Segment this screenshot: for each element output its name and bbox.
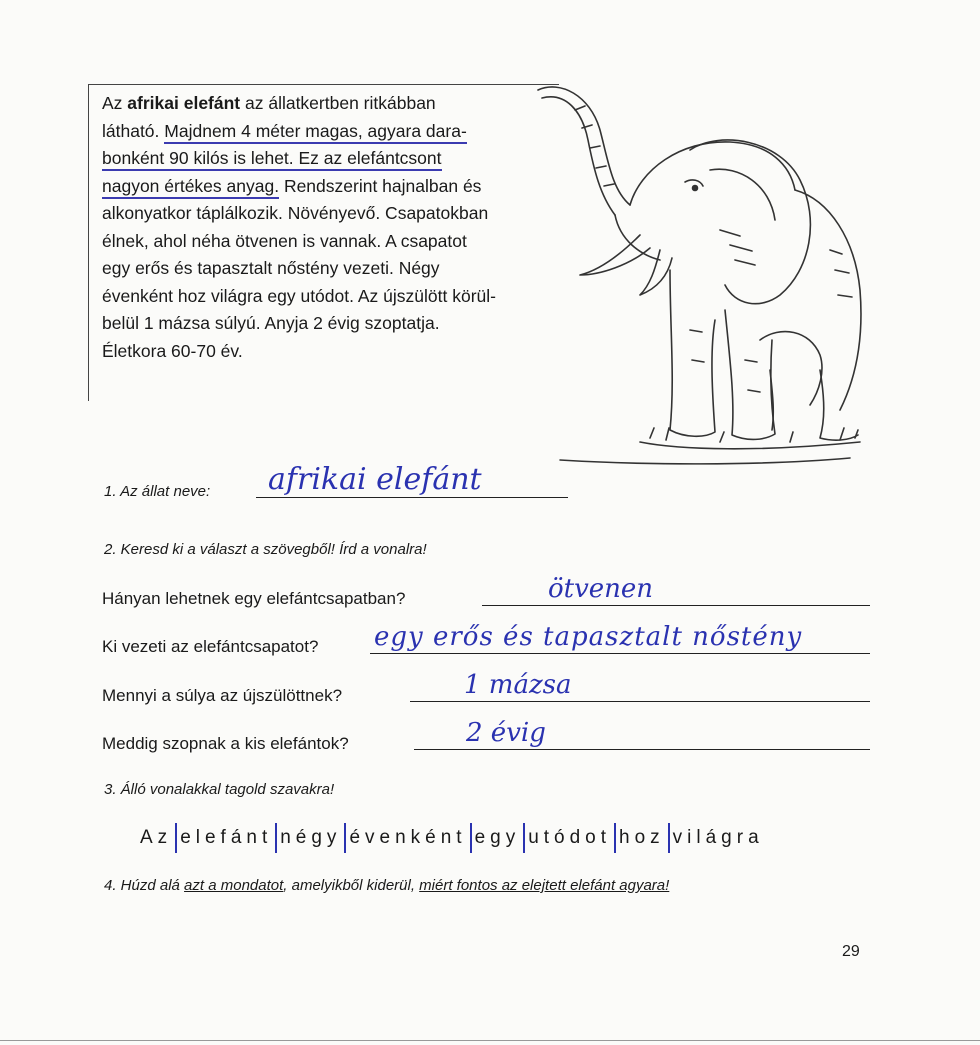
question-1: Hányan lehetnek egy elefántcsapatban? [102,589,406,608]
reading-line-1: Az afrikai elefánt az állatkertben ritkábban [102,93,436,113]
task3-label: 3. Álló vonalakkal tagold szavakra! [104,781,335,798]
task2-label: 2. Keresd ki a választ a szövegből! Írd a vonalra! [104,541,427,558]
divider-line [470,823,472,853]
answer-line-3[interactable] [410,701,870,702]
divider-line [275,823,277,853]
reading-line-8: évenként hoz világra egy utódot. Az újszülött körül- [102,285,496,306]
divider-line [668,823,670,853]
task1-answer-line[interactable] [256,497,568,498]
word-segment: elefánt [180,827,273,848]
reading-line-6: élnek, ahol néha ötvenen is vannak. A csapatot [102,230,467,251]
elephant-drawing [520,70,880,470]
reading-text [102,90,572,365]
animal-name-bold: afrikai elefánt [127,93,241,113]
answer-line-1[interactable] [482,605,870,606]
divider-line [614,823,616,853]
reading-line-4: nagyon értékes anyag. Rendszerint hajnalban és [102,173,572,201]
reading-line-3 [102,145,572,173]
question-2: Ki vezeti az elefántcsapatot? [102,637,319,656]
task4-instruction: 4. Húzd alá azt a mondatot, amelyikből kiderül, miért fontos az elejtett elefánt agyara! [104,877,670,894]
task1-handwritten-answer: afrikai elefánt [268,462,482,497]
handwritten-answer-3: 1 mázsa [464,670,572,700]
reading-line-9: belül 1 mázsa súlyú. Anyja 2 évig szoptatja. [102,313,440,333]
answer-line-2[interactable] [370,653,870,654]
handwritten-answer-1: ötvenen [548,574,654,604]
word-segment: utódot [528,827,612,848]
task1-label: 1. Az állat neve: [104,483,211,500]
page-number: 29 [842,943,860,960]
underlined-sentence-part: Majdnem 4 méter magas, agyara dara- [164,121,467,144]
underlined-sentence-part: nagyon értékes anyag. [102,176,279,199]
reading-line-7: egy erős és tapasztalt nőstény vezeti. Négy [102,258,440,278]
reading-line-5: alkonyatkor táplálkozik. Növényevő. Csapatokban [102,203,489,223]
answer-line-4[interactable] [414,749,870,750]
underlined-sentence-part: bonként 90 kilós is lehet. Ez az elefántcsont [102,148,442,171]
word-segment: világra [672,827,764,848]
reading-line-2: látható. Majdnem 4 méter magas, agyara dara- [102,118,572,146]
word-segment: hoz [619,827,665,848]
divider-line [523,823,525,853]
question-4: Meddig szopnak a kis elefántok? [102,734,349,753]
word-segment: Az [140,827,173,848]
word-segment: évenként [349,827,467,848]
page-bottom-edge [0,1040,980,1041]
word-segment: egy [474,827,521,848]
reading-line-10: Életkora 60-70 év. [102,340,243,361]
handwritten-answer-4: 2 évig [466,718,546,748]
word-segment: négy [280,827,342,848]
word-split-row [140,823,764,853]
divider-line [344,823,346,853]
question-3: Mennyi a súlya az újszülöttnek? [102,686,343,705]
divider-line [175,823,177,853]
handwritten-answer-2: egy erős és tapasztalt nőstény [374,622,803,652]
